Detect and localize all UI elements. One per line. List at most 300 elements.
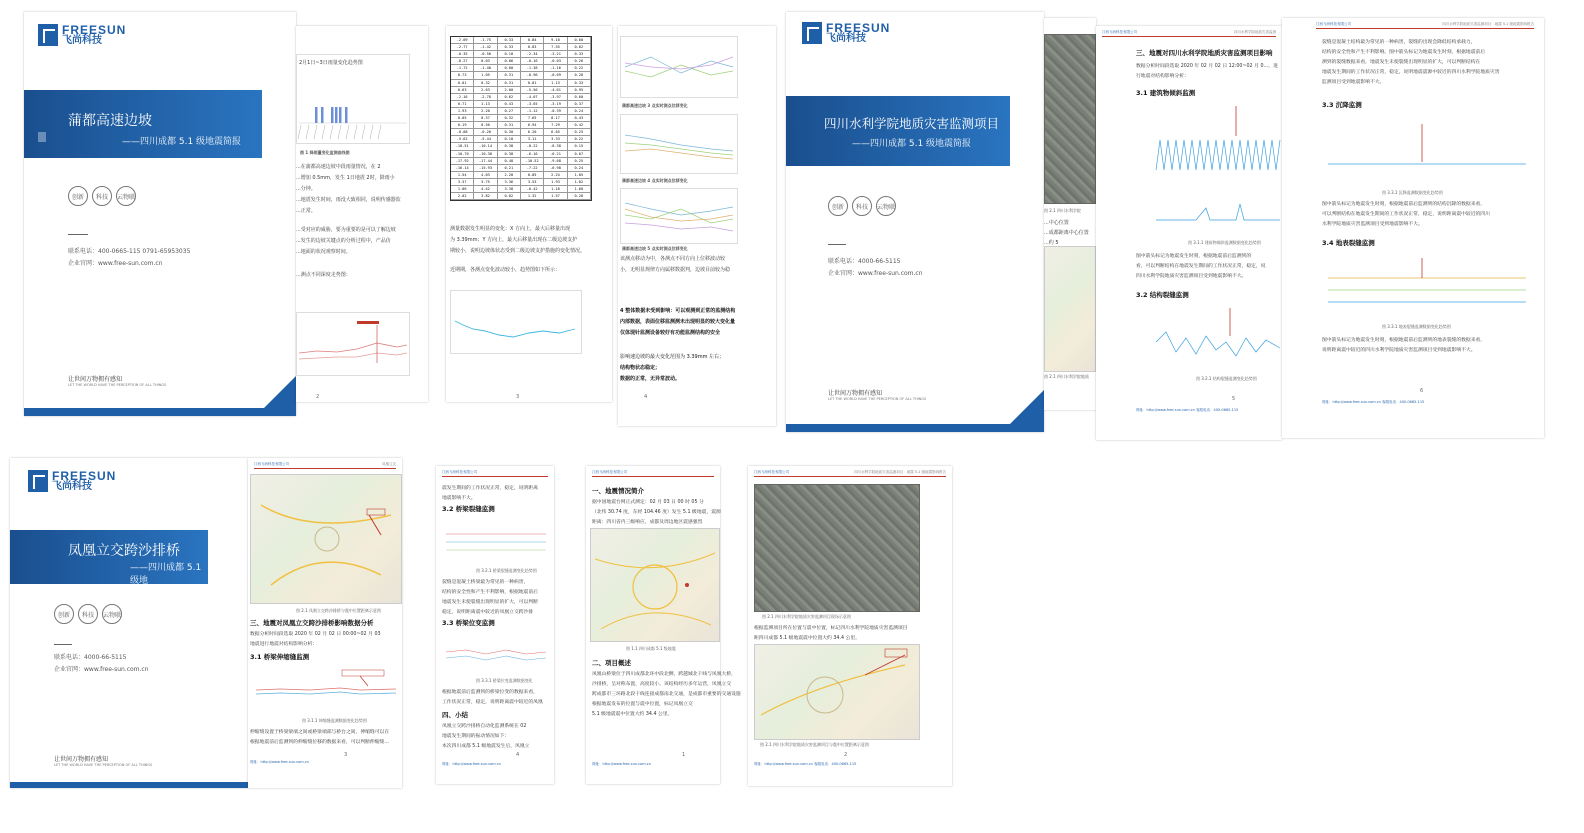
displacement-trend-chart [450,290,582,354]
freesun-logo-icon [28,470,48,492]
cover-corner-decor [256,376,296,416]
brand-logo [28,470,116,492]
brand-cn: 飞尚科技 [62,35,102,46]
table-cell: 4.03 [474,172,497,178]
freesun-logo-icon [802,22,822,44]
table-cell: 0.95 [568,87,591,93]
settlement-chart [1322,114,1532,186]
table-cell: 0.25 [568,158,591,164]
table-row [451,44,591,51]
table-row [451,101,591,108]
page-header: 江西飞尚科技有限公司 四川水利学院地质灾害监测项目：地震 5.1 级地震影响报告 [754,470,946,477]
point4-chart [620,114,738,174]
table-cell: -16.14 [451,165,474,171]
crack-caption: 图 3.2.1 结构裂缝监测变化趋势图 [1196,376,1257,381]
slogan-en: LET THE WORLD HAVE THE PERCEPTION OF ALL THINGS [54,763,153,767]
page-header: 江西飞尚科技有限公司 [592,470,714,477]
page-footer: 网址：http://www.free-sun.com.cn 客服电话：400-0665-115 [754,762,857,766]
contact-phone: 联系电话：400-0665-115 0791-65953035 [68,248,191,255]
table-cell: 0.33 [498,37,521,43]
table-cell: 0.07 [568,151,591,157]
divider [828,244,846,245]
summary-text: 凤凰立交跨沙排桥自动化监测系统在 02 地震发生期间的振动情况如下： 本次四川成都 5.1 级地震发生后，凤凰立 [442,724,530,749]
bridge-page-overview [586,466,741,784]
table-cell: 1.18 [544,186,567,192]
section-heading: 一、地震情况简介 [592,487,644,495]
table-cell: 0.30 [498,129,521,135]
table-row [451,179,591,186]
table-cell: 0.25 [568,129,591,135]
cover-tags [828,196,896,216]
freesun-logo-icon [38,24,58,46]
cover-title: 蒲都高速边坡 [68,113,152,129]
table-row [451,143,591,150]
slogan-cn: 让世间万物拥有感知 [828,390,883,397]
table-cell: 1.93 [544,179,567,185]
table-cell: 1.54 [451,172,474,178]
table-cell: 0.33 [568,80,591,86]
table-cell: -6.98 [544,165,567,171]
page-number: 6 [1420,388,1424,394]
point5-chart [620,188,738,244]
expansion-joint-chart [250,664,400,712]
table-cell: 0.73 [451,72,474,78]
section-heading: 三、地震对四川水利学院地质灾害监测项目影响 [1136,49,1273,57]
map-caption: 图 2.1 凤凰立交跨沙排桥与震中位置距离示意图 [296,608,381,613]
table-cell: -0.08 [451,129,474,135]
table-cell: -0.16 [521,58,544,64]
table-cell: 6.94 [521,122,544,128]
table-cell: 6.65 [544,129,567,135]
rainfall-chart-title: 2月1日~3日雨量变化趋势图 [299,60,363,66]
table-cell: 0.32 [474,80,497,86]
table-cell: 1.93 [451,108,474,114]
table-cell: 2.00 [498,87,521,93]
table-cell: -1.75 [474,37,497,43]
page-number: 4 [516,752,520,758]
table-row [451,193,591,200]
report-page-settlement [1282,18,1544,438]
cover-page-1 [24,12,296,416]
tag-iot: 云物联 [102,604,122,624]
page-number: 5 [1232,396,1236,402]
table-cell: -15.93 [474,165,497,171]
project-text: 凤凰山桥梁位于四川成都北环中段北侧，跨越城北干线与凤凰大桥， 沙排桥，呈对称布置，高度较小。该结构经历多年运营，凤凰立交 跨成都市三环路北段干线连接成都南北交通，是成都市重要的交通设施 根据地震发布的位置与震中位置，标记凤凰立交 5.1 级地震震中位置大约 34.4 公里。 [592,672,741,717]
brand-logo [802,22,890,44]
surface-crack-caption: 图 3.3.1 地表裂缝监测数据变化趋势图 [1382,324,1451,329]
table-cell: 9.10 [544,37,567,43]
bridge-displacement-caption: 图 3.3.1 桥梁位变监测数据变化 [476,678,533,683]
slogan-en: LET THE WORLD HAVE THE PERCEPTION OF ALL THINGS [68,383,167,387]
bridge-page-analysis [248,458,402,788]
table-cell: -2.78 [474,94,497,100]
page-footer: 网址：http://www.free-sun.com.cn 客服电话：400-0665-115 [1322,400,1425,404]
table-cell: 1.13 [544,80,567,86]
table-cell: 0.43 [568,115,591,121]
brand-cn: 飞尚科技 [52,481,92,492]
table-row [451,172,591,179]
summary-text: 影响速边坡的最大变化范围为 3.39mm 左右； 结构物状态稳定； 数据的正常，无异常波动。 [620,354,725,382]
settlement-text: 图中箭头标记为地震发生时刻，根据地震前后监测到的结构沉降的数据来看， 可以判断结构在地震发生期间的工作状况正常，稳定，说明距离震中较近的四川 水利学院地质灾害监测项目受到地震影响不大。 [1322,202,1490,227]
table-cell: 0.31 [498,122,521,128]
table-cell: 4.42 [474,186,497,192]
table-row [451,165,591,172]
table-cell: 7.65 [521,115,544,121]
table-cell: 0.62 [498,94,521,100]
table-cell: 3.38 [498,186,521,192]
table-cell: -17.44 [474,158,497,164]
table-cell: 2.20 [474,108,497,114]
point5-caption: 蒲都高速边坡 5 点实时测点位移变化 [622,246,688,251]
table-cell: 3.11 [521,136,544,142]
cover-page-3 [10,458,248,788]
table-cell: -2.09 [451,37,474,43]
table-cell: 1.05 [474,72,497,78]
table-cell: -1.12 [521,108,544,114]
table-cell: 0.37 [474,115,497,121]
crack-intro-text: 裂缝是混凝土结构最为常见的一种病害，裂缝的出现会降低结构承载力， 结构的安全性和产生不利影响。图中箭头标记为地震发生时刻，根据地震前后 测到的裂缝数据来看，地震发生未使裂缝出现明显的扩大，可以判断结构在 地震发生期间的工作状况正常，稳定，说明地震震源中较近的四川水利学院地质灾害 监测项目受到地震影响不大。 [1322,40,1500,85]
location-map [1044,246,1096,372]
intro-text: 数据分析时间段选取 2020 年 02 月 02 日 12:00~02 月 0…，进行地震对结构影响分析： [1136,64,1278,79]
cover-tags [54,604,122,624]
project-page-location [748,466,952,786]
table-cell: 0.31 [498,72,521,78]
page-footer: 网址：http://www.free-sun.com.cn [442,762,501,766]
table-cell: 2.24 [544,172,567,178]
table-cell: 0.38 [498,143,521,149]
table-cell: -5.44 [474,136,497,142]
table-cell: -10.38 [474,151,497,157]
table-cell: -0.96 [521,72,544,78]
table-cell: 6.20 [521,129,544,135]
table-cell: 0.43 [498,101,521,107]
map-caption: 图 2.1 四川水利学院地质灾害监测项目与震中位置距离示意图 [760,742,869,747]
table-cell: 0.28 [568,193,591,199]
table-cell: -0.20 [474,129,497,135]
tag-innovation: 创新 [68,186,88,206]
table-cell: 1.57 [544,193,567,199]
table-cell: -3.21 [544,51,567,57]
table-cell: -4.61 [544,87,567,93]
table-cell: 3.75 [474,179,497,185]
table-cell: 0.00 [498,65,521,71]
page-footer: 网址：http://www.free-sun.com.cn [592,762,651,766]
table-cell: 1.13 [474,101,497,107]
page-header: 江西飞尚科技有限公司 四川水利学院地质灾害监测 [1102,30,1276,37]
report-page-impact-analysis [1096,26,1282,440]
table-cell: 0.05 [451,115,474,121]
table-cell: -0.50 [474,51,497,57]
report-page-rainfall [296,26,428,402]
rainfall-bars [297,55,409,143]
tag-iot: 云物联 [116,186,136,206]
table-cell: 0.48 [498,158,521,164]
tag-technology: 科技 [852,196,872,216]
tag-innovation: 创新 [828,196,848,216]
page-number: 4 [644,394,648,400]
brand-logo [38,24,126,46]
contact-website: 企业官网：www.free-sun.com.cn [828,270,923,277]
table-cell: -1.16 [544,65,567,71]
table-cell: -0.69 [544,72,567,78]
tilt-caption: 图 3.1.1 建筑物倾斜监测数据变化趋势图 [1188,240,1261,245]
map-caption: 图 1.1 四川成都 5.1 级地震 [626,646,676,651]
aerial-photo [1044,34,1096,204]
project-distance-map [754,644,920,740]
multi-chart-text: 该测点移动为中，各测点不同方向上位移波动较 小，无明显规律方向属移数据判，边坡目前较为稳 [620,256,731,273]
table-row [451,58,591,65]
tag-innovation: 创新 [54,604,74,624]
tag-technology: 科技 [78,604,98,624]
report-page-location [1044,18,1096,410]
table-cell: 0.71 [451,101,474,107]
table-cell: -6.16 [521,151,544,157]
cover-title: 四川水利学院地质灾害监测项目 [824,116,1000,131]
cover-banner [24,90,262,158]
cover-title: 凤凰立交跨沙排桥 [68,543,180,559]
table-cell: 1.82 [568,179,591,185]
table-row [451,37,591,44]
table-cell: -3.19 [544,101,567,107]
page-header: 江西飞尚科技有限公司 [442,470,548,477]
table-cell: 0.60 [568,37,591,43]
table-cell: -0.27 [451,58,474,64]
rainfall-text: ...在蒲都高速边坡中段雨量情况，在 2 ...增加 0.5mm，发生 1日地震 2时，降雨小 ...分钟。 ...地震发生时间，雨没大致相同，说明传感器监 ...正常。 ...受对应的威胁，要为重要的是可以了解边坡 ...发生的边坡关键点的分析过程中，产品仿 ...地面的状况观察时间。 ...测点不同深度走势图： [296,164,401,278]
intro-text: 数据分析时间段选取 2020 年 02 月 02 日 00:00~02 月 03 地震进行地震对结构影响分析： [250,632,381,647]
page-footer: 网址：http://www.free-sun.com.cn 客服电话：400-0665-115 [1136,408,1239,412]
table-cell: -2.34 [521,51,544,57]
map-caption: 图 2.1 四川水利学院地质 [1044,374,1089,379]
table-cell: 0.82 [498,193,521,199]
table-row [451,94,591,101]
tag-technology: 科技 [92,186,112,206]
table-cell: 0.22 [568,65,591,71]
table-analysis-text: 测量数据发生明显的变化：X 方向上，最大后移量出现 为 3.39mm；Y 方向上，最大后移量出现在二级边坡支护 期较小，说明边坡体状态受到二级边坡支护措施的变化情况。 近期期，各测点变化波动较小，趋势图如下所示： [450,226,586,273]
subsection-heading: 四、小结 [442,711,468,719]
table-cell: 0.19 [451,122,474,128]
table-cell: -1.72 [451,65,474,71]
surface-crack-chart [1322,252,1532,318]
table-cell: 0.83 [521,44,544,50]
table-cell: 0.27 [498,108,521,114]
table-row [451,129,591,136]
settlement-caption: 图 3.3.1 沉降监测数据变化趋势图 [1382,190,1443,195]
page-number: 2 [844,752,848,758]
table-cell: -17.92 [451,158,474,164]
cover-contact [68,246,190,270]
table-cell: 0.62 [568,44,591,50]
subsection-heading: 3.2 桥梁裂缝监测 [442,505,495,513]
table-cell: -8.38 [544,143,567,149]
page-number: 1 [682,752,686,758]
cover-slogan [54,754,152,767]
table-cell: 0.22 [568,136,591,142]
brand-en: FREESUN [62,23,127,37]
crack-chart [1136,302,1282,366]
table-cell: 0.21 [498,165,521,171]
table-cell: 0.37 [568,101,591,107]
table-cell: -4.07 [521,94,544,100]
location-text: 根据监测项目所在位置与震中位置，标记四川水利学院地质灾害监测项目 距四川成都 5.1 级地震震中位置大约 34.4 公里。 [754,626,908,641]
bridge-crack-caption: 图 3.2.1 桥梁裂缝监测变化趋势图 [476,568,537,573]
table-cell: 7.55 [544,44,567,50]
table-row [451,87,591,94]
table-cell: -1.42 [474,44,497,50]
table-cell: 1.06 [451,186,474,192]
table-cell: 0.15 [568,143,591,149]
cover-contact [54,652,149,676]
displacement-table [450,36,592,201]
slogan-cn: 让世间万物拥有感知 [54,756,109,763]
table-cell: -5.62 [451,136,474,142]
table-cell: 0.28 [568,72,591,78]
bridge-location-map [250,474,402,604]
table-row [451,108,591,115]
table-cell: 0.01 [451,80,474,86]
report-page-table [446,26,612,402]
project-aerial-photo [754,484,920,612]
table-row [451,186,591,193]
table-cell: 2.28 [498,172,521,178]
table-cell: 0.60 [568,94,591,100]
table-cell: 0.24 [568,108,591,114]
cover-page-2 [786,12,1044,432]
subsection-heading: 3.3 桥梁位变监测 [442,619,495,627]
epicenter-map [590,528,720,642]
table-cell: -9.68 [544,158,567,164]
surface-crack-text: 图中箭头标记为地震发生时刻，根据地震前后监测到的地表裂缝的数据来看， 说明距离震中较近的四川水利学院地质灾害监测项目受到地震影响不大。 [1322,338,1486,353]
cover-bottom-bar [10,782,248,788]
page-footer: 网址：http://www.free-sun.com.cn [250,760,309,764]
table-cell: 0.18 [498,136,521,142]
table-cell: -7.22 [521,165,544,171]
multi-chart-bold-text: 4 整体数据未受到影响：可以观测到正常的监测结构 内部数据，表面位移监测测未出现明显的较大变化量 仅体现针监测设备较好有功能监测结构的安全 [620,308,736,336]
table-cell: -2.77 [451,44,474,50]
point3-chart [620,36,738,98]
subsection-heading: 3.2 结构裂缝监测 [1136,291,1189,299]
cover-tags [68,186,136,206]
page-header: 江西飞尚科技有限公司 四川水利学院地质灾害监测项目：地震 5.1 级地震影响报告 [1316,22,1534,29]
section-heading: 三、地震对凤凰立交跨沙排桥影响数据分析 [250,619,374,627]
contact-phone: 联系电话：4000-66-5115 [54,654,127,661]
table-cell: 2.02 [451,193,474,199]
table-cell: -10.51 [451,143,474,149]
expansion-joint-text: 伸缩缝设置于桥梁梁端之间或桥梁端部与桥台之间，伸缩缝可以在 根据地震前后监测到的伸缩缝位移的数据来看，可以判断伸缩缝... [250,730,390,745]
page-number: 2 [316,394,320,400]
slogan-cn: 让世间万物拥有感知 [68,376,123,383]
table-cell: 3.33 [544,136,567,142]
rainfall-chart [296,54,410,144]
subsection-heading: 3.1 桥梁伸缩缝监测 [250,653,310,661]
bridge-displacement-chart [442,630,550,676]
table-cell: 7.29 [544,122,567,128]
cover-subtitle: ——四川成都 5.1 级地 [130,563,202,586]
table-row [451,151,591,158]
table-cell: 3.53 [521,179,544,185]
point3-caption: 蒲都高速边坡 3 点实时测点位移变化 [622,103,688,108]
contact-website: 企业官网：www.free-sun.com.cn [68,260,163,267]
subsection-heading: 3.4 地表裂缝监测 [1322,239,1375,247]
depth-trend-chart [296,312,410,376]
table-cell: -10.70 [451,151,474,157]
table-cell: 0.38 [498,151,521,157]
table-cell: -3.65 [521,101,544,107]
table-cell: 3.82 [474,193,497,199]
table-cell: 0.03 [474,58,497,64]
report-page-multi-charts [618,26,776,426]
page-number: 3 [344,752,348,758]
table-cell: 0.26 [568,58,591,64]
table-cell: -1.38 [521,65,544,71]
cover-contact [828,256,923,280]
table-cell: 0.84 [521,37,544,43]
bridge-displacement-text: 根据地震前后监测到的桥梁位变的数据来看， 工作状况正常，稳定，说明距离震中较近的凤凰 [442,690,543,705]
slogan-en: LET THE WORLD HAVE THE PERCEPTION OF ALL THINGS [828,397,927,401]
table-cell: 0.33 [498,44,521,50]
brand-en: FREESUN [52,469,117,483]
divider [68,234,88,235]
table-cell: 0.24 [568,165,591,171]
cover-subtitle: ——四川成都 5.1 级地震简报 [122,137,242,147]
cover-subtitle: ——四川成都 5.1 级地震简报 [852,139,972,149]
page-number: 3 [516,394,520,400]
table-cell: -10.14 [474,143,497,149]
table-row [451,51,591,58]
cover-banner [10,530,208,584]
table-cell: -6.21 [544,151,567,157]
brand-cn: 飞尚科技 [826,33,866,44]
table-cell: 0.42 [568,122,591,128]
table-cell: 3.37 [451,179,474,185]
cover-slogan [828,388,926,401]
subsection-heading: 3.3 沉降监测 [1322,101,1362,109]
aerial-caption: 图 2.1 四川水利学院 [1044,208,1081,213]
table-cell: 0.31 [498,80,521,86]
table-cell: 1.32 [521,193,544,199]
table-cell: -0.39 [544,108,567,114]
divider [54,644,72,645]
table-cell: -10.52 [521,158,544,164]
bridge-crack-chart [442,514,550,566]
tilt-chart [1136,100,1282,234]
table-row [451,65,591,72]
bridge-page-crack [436,466,554,784]
table-row [451,80,591,87]
tag-iot: 云物联 [876,196,896,216]
table-cell: -0.35 [451,51,474,57]
cover-banner [786,96,1010,166]
table-cell: -1.40 [474,65,497,71]
aerial-caption: 图 2.1 四川水利学院地质灾害监测项目现场示意图 [762,614,851,619]
table-cell: -0.42 [521,186,544,192]
table-row [451,115,591,122]
banner-icon [38,132,46,142]
table-cell: 0.18 [498,51,521,57]
table-row [451,136,591,143]
rainfall-caption: 图 1 降雨量变化监测曲线图 [300,150,350,155]
contact-phone: 联系电话：4000-66-5115 [828,258,901,265]
table-cell: 0.33 [568,51,591,57]
table-cell: 0.85 [521,172,544,178]
table-cell: 1.60 [568,186,591,192]
table-cell: -8.22 [521,143,544,149]
table-cell: 0.81 [521,80,544,86]
quake-text: 据中国地震台网正式测定：02 月 03 日 00 时 05 分 （北纬 30.74 度，东经 104.46 度）发生 5.1 级地震，震源 距离：四川省内三级响应，成都及周边地区震感强烈 [592,500,721,525]
table-cell: 0.32 [498,115,521,121]
table-cell: 8.17 [544,115,567,121]
expansion-joint-caption: 图 3.1.1 伸缩缝监测数据变化趋势图 [302,718,367,723]
intro-text: 震发生期间的工作状况正常，稳定，说明距离 地震影响不大。 [442,486,538,501]
